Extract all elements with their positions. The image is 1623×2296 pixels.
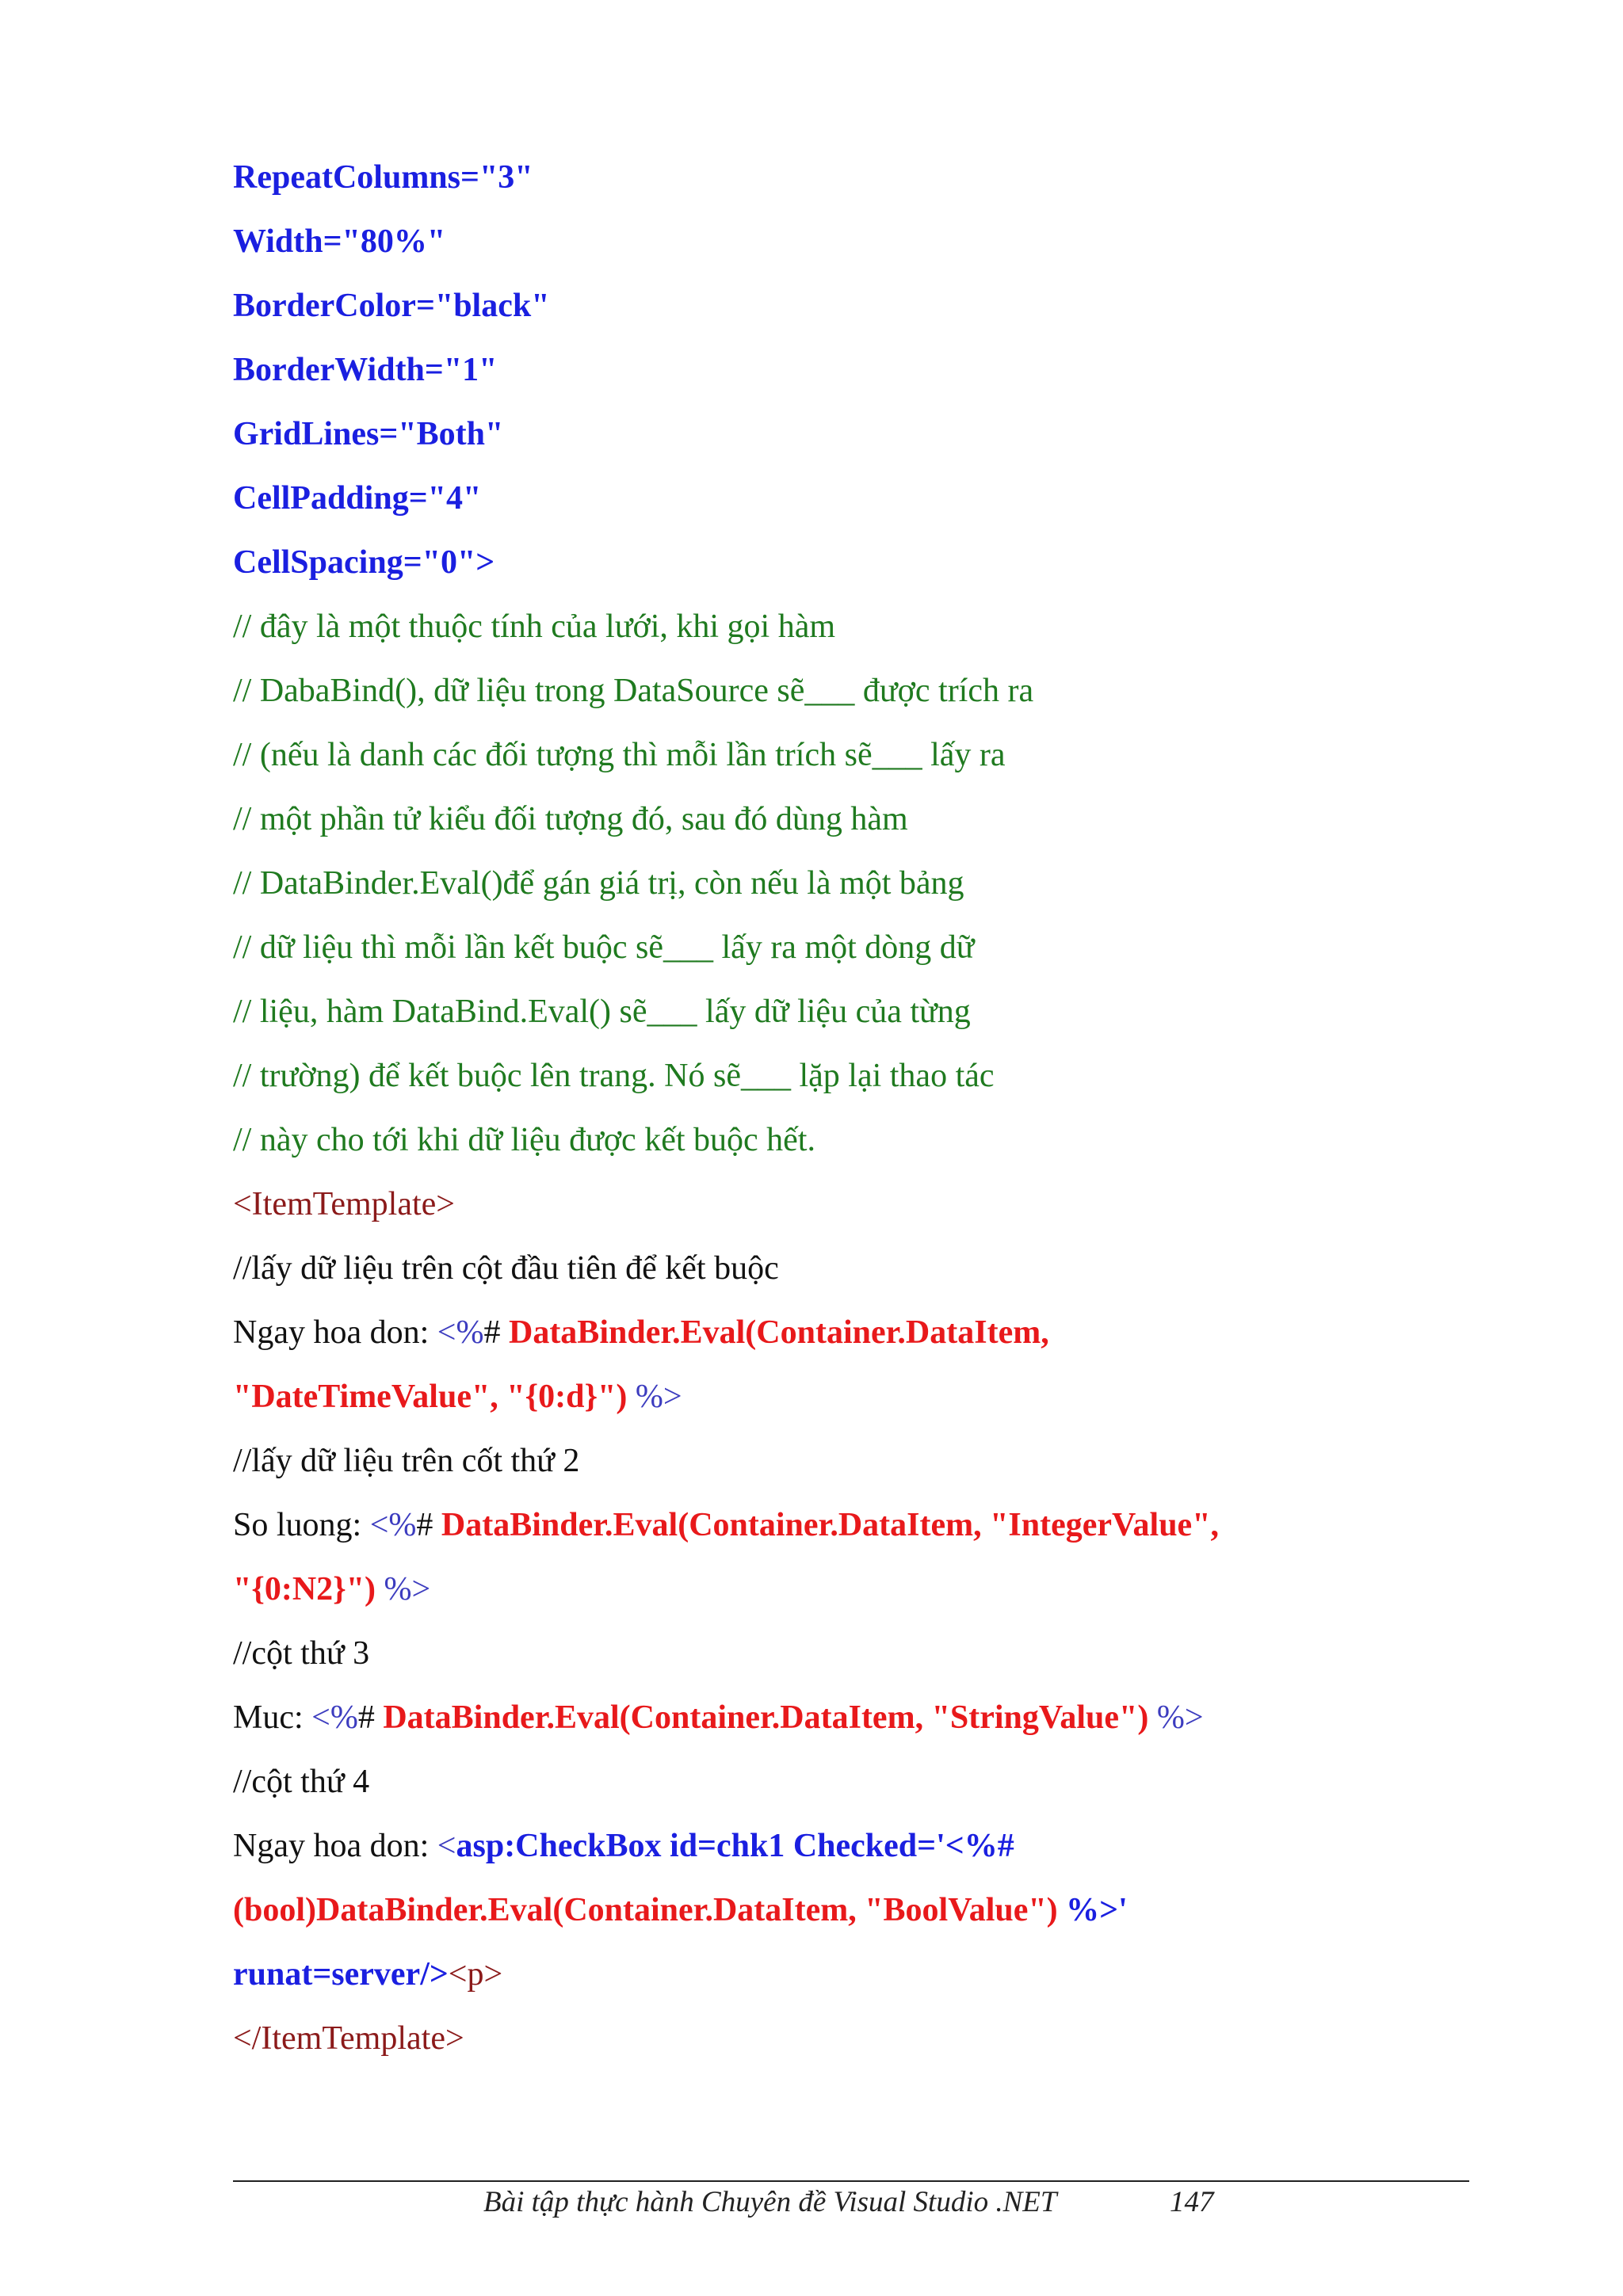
code-line xyxy=(233,925,1501,990)
code-line xyxy=(233,1375,1501,1439)
code-token: // đây là một thuộc tính của lưới, khi gọi hàm xyxy=(233,608,836,645)
code-line xyxy=(233,1824,1501,1888)
code-line xyxy=(233,155,1501,219)
code-token: <p> xyxy=(448,1956,503,1993)
code-token: // này cho tới khi dữ liệu được kết buộc hết. xyxy=(233,1122,815,1158)
code-token: <% xyxy=(369,1507,417,1543)
code-line xyxy=(233,219,1501,284)
code-line xyxy=(233,1760,1501,1824)
code-token: "DateTimeValue", "{0:d}") xyxy=(233,1379,628,1415)
code-token: //cột thứ 3 xyxy=(233,1635,370,1672)
code-token: CellPadding="4" xyxy=(233,480,482,517)
code-line xyxy=(233,669,1501,733)
code-line xyxy=(233,1695,1501,1760)
code-line xyxy=(233,1310,1501,1375)
code-token: DataBinder.Eval(Container.DataItem, "IntegerValue", xyxy=(441,1507,1220,1543)
code-token: // một phần tử kiểu đối tượng đó, sau đó dùng hàm xyxy=(233,801,908,837)
code-line xyxy=(233,1888,1501,1952)
code-listing xyxy=(233,155,1501,2081)
code-token: // trường) để kết buộc lên trang. Nó sẽ___ lặp lại thao tác xyxy=(233,1058,995,1094)
code-token: // (nếu là danh các đối tượng thì mỗi lần trích sẽ___ lấy ra xyxy=(233,737,1006,773)
code-line xyxy=(233,1054,1501,1118)
code-token: < xyxy=(437,1828,456,1864)
page-number: 147 xyxy=(1170,2186,1214,2218)
code-token: Width="80%" xyxy=(233,223,446,260)
code-line xyxy=(233,990,1501,1054)
code-line xyxy=(233,797,1501,861)
code-token: <% xyxy=(437,1314,484,1351)
code-token: DataBinder.Eval(Container.DataItem, xyxy=(508,1314,1049,1351)
code-line xyxy=(233,348,1501,412)
code-token: GridLines="Both" xyxy=(233,416,504,452)
footer-title: Bài tập thực hành Chuyên đề Visual Studio .NET xyxy=(483,2186,1057,2218)
code-line xyxy=(233,540,1501,605)
code-line xyxy=(233,476,1501,540)
code-token: "{0:N2}") xyxy=(233,1571,376,1608)
code-token: // DabaBind(), dữ liệu trong DataSource sẽ___ được trích ra xyxy=(233,673,1034,709)
code-token: RepeatColumns="3" xyxy=(233,159,533,196)
code-line xyxy=(233,1182,1501,1246)
code-token: DataBinder.Eval(Container.DataItem, "StringValue") xyxy=(383,1699,1149,1736)
code-line xyxy=(233,1567,1501,1631)
code-line xyxy=(233,1246,1501,1310)
code-token: // DataBinder.Eval()để gán giá trị, còn nếu là một bảng xyxy=(233,865,964,902)
code-line xyxy=(233,2016,1501,2081)
code-token: </ItemTemplate> xyxy=(233,2020,464,2057)
code-token: # xyxy=(416,1507,441,1543)
code-token: %>' xyxy=(1057,1892,1128,1928)
code-token: runat=server/> xyxy=(233,1956,449,1993)
code-token: # xyxy=(483,1314,509,1351)
code-line xyxy=(233,1439,1501,1503)
code-token: %> xyxy=(376,1571,431,1608)
code-token: <ItemTemplate> xyxy=(233,1186,455,1222)
code-line xyxy=(233,1503,1501,1567)
code-token: Muc: xyxy=(233,1699,312,1736)
code-token: # xyxy=(357,1699,384,1736)
code-line xyxy=(233,1631,1501,1695)
footer-divider xyxy=(233,2180,1469,2182)
code-line xyxy=(233,1952,1501,2016)
code-token: BorderWidth="1" xyxy=(233,352,498,388)
code-token: // liệu, hàm DataBind.Eval() sẽ___ lấy dữ liệu của từng xyxy=(233,994,971,1030)
code-line xyxy=(233,861,1501,925)
code-token: So luong: xyxy=(233,1507,370,1543)
code-token: Ngay hoa don: xyxy=(233,1828,437,1864)
code-token: Ngay hoa don: xyxy=(233,1314,437,1351)
code-line xyxy=(233,1118,1501,1182)
code-token: asp:CheckBox id=chk1 Checked='<%# xyxy=(456,1828,1014,1864)
code-token: CellSpacing="0"> xyxy=(233,544,495,581)
code-token: BorderColor="black" xyxy=(233,288,550,324)
code-line xyxy=(233,605,1501,669)
code-token: //lấy dữ liệu trên cốt thứ 2 xyxy=(233,1443,580,1479)
code-token: //lấy dữ liệu trên cột đầu tiên để kết buộc xyxy=(233,1250,779,1287)
code-line xyxy=(233,412,1501,476)
code-token: %> xyxy=(627,1379,682,1415)
code-token: %> xyxy=(1148,1699,1204,1736)
code-token: //cột thứ 4 xyxy=(233,1764,370,1800)
code-token: (bool)DataBinder.Eval(Container.DataItem, "BoolValue") xyxy=(233,1892,1058,1928)
code-line xyxy=(233,284,1501,348)
code-line xyxy=(233,733,1501,797)
code-token: // dữ liệu thì mỗi lần kết buộc sẽ___ lấy ra một dòng dữ xyxy=(233,929,975,966)
code-token: <% xyxy=(311,1699,358,1736)
